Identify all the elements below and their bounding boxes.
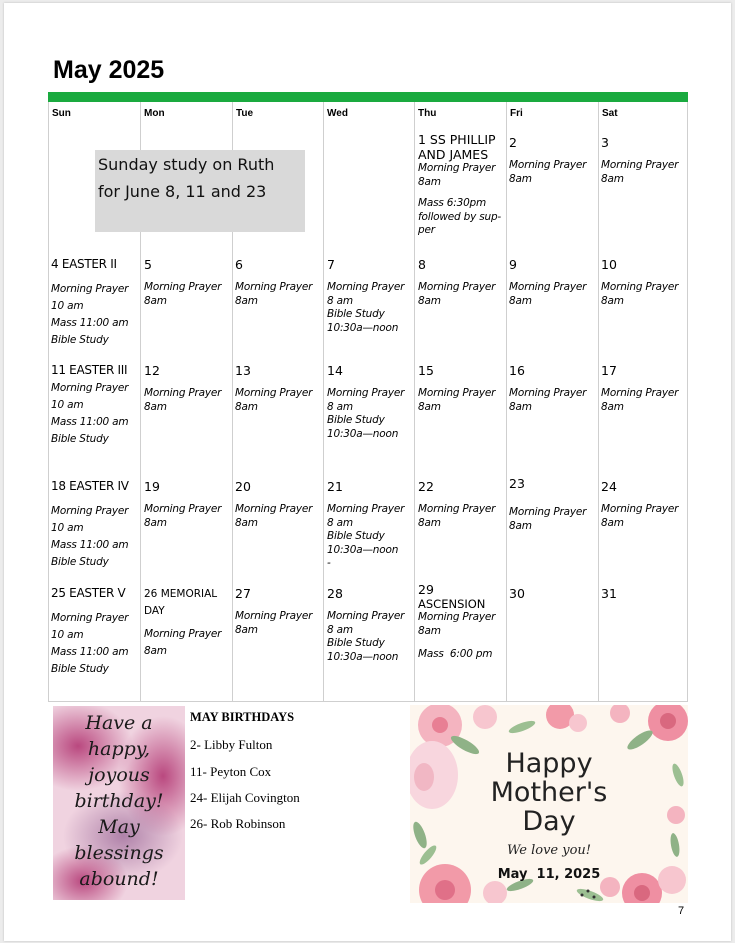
day-cell-3 (601, 135, 678, 186)
event-line: Bible Study (327, 308, 385, 320)
day-cell-24 (601, 479, 678, 530)
day-cell-10 (601, 257, 678, 308)
column-divider (598, 102, 599, 701)
event-line: Morning Prayer (51, 382, 129, 394)
day-number: 1 SS PHILLIP (418, 132, 496, 147)
birthday-card-image (53, 706, 185, 900)
event-line: Morning Prayer (327, 503, 405, 515)
heading-line: Happy (505, 748, 593, 779)
day-cell-9 (509, 257, 586, 308)
event-line: 10:30a—noon (327, 427, 399, 440)
event-line: Morning Prayer (235, 281, 313, 293)
event-line: 8am (601, 294, 624, 307)
day-number: 26 MEMORIAL (144, 588, 218, 600)
event-line: Bible Study (51, 556, 109, 568)
day-cell-15 (418, 363, 495, 414)
day-number: 9 (509, 257, 517, 272)
day-cell-6 (235, 257, 312, 308)
day-number: AND JAMES (418, 147, 489, 162)
event-line: followed by sup- (418, 210, 502, 223)
event-line: Morning Prayer (51, 505, 129, 517)
day-number: 15 (418, 363, 434, 378)
event-line: Morning Prayer (418, 162, 496, 174)
birthday-item: 26- Rob Robinson (190, 816, 286, 831)
day-number: 27 (235, 586, 251, 601)
mothers-day-heading (410, 749, 688, 836)
day-cell-31 (601, 586, 617, 601)
day-cell-28 (327, 586, 404, 664)
event-line: Morning Prayer (235, 503, 313, 515)
event-line: Morning Prayer (601, 503, 679, 515)
day-number: 2 (509, 135, 517, 150)
day-cell-8 (418, 257, 495, 308)
event-line: Bible Study (51, 433, 109, 445)
event-line: Morning Prayer (51, 283, 129, 295)
event-line: 10 am (51, 522, 84, 534)
day-cell-20 (235, 479, 312, 530)
event-line: Mass 11:00 am (51, 317, 129, 329)
event-line: 8am (509, 400, 532, 413)
event-line: Morning Prayer (418, 611, 496, 623)
event-line: 8am (418, 516, 441, 529)
day-cell-29 (418, 583, 495, 662)
mothers-day-card-image (410, 705, 688, 903)
day-number: 7 (327, 257, 335, 272)
event-line: Morning Prayer (509, 387, 587, 399)
event-line: 8am (235, 516, 258, 529)
event-line: Bible Study (51, 663, 109, 675)
day-cell-18 (51, 479, 129, 571)
day-cell-1 (418, 132, 501, 238)
day-number: 13 (235, 363, 251, 378)
column-divider (414, 102, 415, 701)
event-line: Morning Prayer (327, 281, 405, 293)
day-number: 29 (418, 582, 434, 597)
event-line: Morning Prayer (327, 387, 405, 399)
event-line: Morning Prayer (144, 387, 222, 399)
event-line: Morning Prayer (418, 503, 496, 515)
event-line: 8am (235, 400, 258, 413)
event-line: Morning Prayer (601, 159, 679, 171)
event-line: Morning Prayer (144, 628, 222, 640)
day-cell-27 (235, 586, 312, 637)
day-cell-13 (235, 363, 312, 414)
column-divider (323, 102, 324, 701)
event-line: Morning Prayer (235, 387, 313, 399)
note-line: Sunday study on Ruth (98, 155, 275, 174)
card-line: May (98, 816, 140, 838)
day-cell-25 (51, 586, 128, 678)
event-line: 8am (601, 400, 624, 413)
weekday-header-tue: Tue (236, 108, 254, 119)
birthday-item: 11- Peyton Cox (190, 764, 272, 779)
day-cell-17 (601, 363, 678, 414)
day-number: 23 (509, 476, 525, 491)
heading-line: Mother's (490, 777, 608, 808)
event-line: 10 am (51, 300, 84, 312)
day-number: ASCENSION (418, 597, 486, 611)
day-number: 28 (327, 586, 343, 601)
day-number: 4 EASTER II (51, 257, 117, 271)
event-line: 8am (509, 172, 532, 185)
day-number: 11 EASTER III (51, 363, 128, 377)
card-line: Have a (85, 712, 153, 734)
event-line: Bible Study (51, 334, 109, 346)
event-line: Bible Study (327, 530, 385, 542)
day-number: 25 EASTER V (51, 586, 126, 600)
event-line: 8 am (327, 623, 353, 636)
event-line: 8am (144, 645, 167, 657)
birthday-item: 2- Libby Fulton (190, 737, 273, 752)
event-line: 8 am (327, 294, 353, 307)
event-line: 8am (144, 516, 167, 529)
event-line: Morning Prayer (509, 159, 587, 171)
day-cell-26 (144, 586, 221, 660)
day-number: 6 (235, 257, 243, 272)
weekday-header-wed: Wed (327, 108, 348, 119)
event-line: 8am (144, 400, 167, 413)
event-line: 8am (418, 175, 441, 188)
event-line: Mass 6:00 pm (418, 648, 493, 660)
day-number: 19 (144, 479, 160, 494)
day-number: 24 (601, 479, 617, 494)
header-bar (48, 92, 688, 102)
day-number: 8 (418, 257, 426, 272)
event-line: 10:30a—noon (327, 321, 399, 334)
heading-line: Day (522, 806, 576, 837)
day-number: 20 (235, 479, 251, 494)
event-line: 8am (235, 294, 258, 307)
event-line: 8am (418, 400, 441, 413)
event-line: Morning Prayer (418, 281, 496, 293)
event-line: Mass 6:30pm (418, 197, 487, 209)
event-line: 8am (601, 516, 624, 529)
weekday-header-fri: Fri (510, 108, 523, 119)
day-number: 30 (509, 586, 525, 601)
event-line: 10 am (51, 629, 84, 641)
day-number: 3 (601, 135, 609, 150)
day-number: 17 (601, 363, 617, 378)
event-line: Mass 11:00 am (51, 646, 129, 658)
event-line: per (418, 224, 435, 236)
day-number: 18 EASTER IV (51, 479, 129, 493)
event-line: Morning Prayer (144, 503, 222, 515)
event-line: Bible Study (327, 637, 385, 649)
event-line: 10:30a—noon (327, 543, 399, 556)
day-number: 5 (144, 257, 152, 272)
event-line: 8am (418, 294, 441, 307)
day-cell-5 (144, 257, 221, 308)
page-title: May 2025 (53, 56, 165, 84)
card-line: joyous (88, 764, 150, 786)
event-line: 8am (509, 519, 532, 532)
column-divider (506, 102, 507, 701)
birthday-item: 24- Elijah Covington (190, 790, 300, 805)
day-cell-2 (509, 135, 586, 186)
event-line: 10:30a—noon (327, 650, 399, 663)
card-lettering (53, 710, 185, 892)
event-line: Morning Prayer (509, 506, 587, 518)
birthdays-heading: MAY BIRTHDAYS (190, 710, 295, 724)
event-line: Morning Prayer (144, 281, 222, 293)
event-line: 10 am (51, 399, 84, 411)
event-line: 8am (509, 294, 532, 307)
day-number: 21 (327, 479, 343, 494)
day-cell-19 (144, 479, 221, 530)
event-line: Morning Prayer (235, 610, 313, 622)
mothers-day-date: May 11, 2025 (497, 867, 601, 882)
day-cell-7 (327, 257, 404, 335)
day-cell-11 (51, 363, 128, 448)
day-number: DAY (144, 605, 165, 617)
event-line: 8am (418, 624, 441, 637)
card-line: happy, (87, 738, 151, 760)
weekday-header-mon: Mon (144, 108, 165, 119)
event-line: Mass 11:00 am (51, 416, 129, 428)
event-line: Morning Prayer (601, 387, 679, 399)
day-cell-22 (418, 479, 495, 530)
weekday-header-thu: Thu (418, 108, 437, 119)
event-line: 8am (235, 623, 258, 636)
event-line: - (327, 557, 331, 569)
day-cell-23 (509, 476, 586, 533)
day-number: 31 (601, 586, 617, 601)
day-number: 16 (509, 363, 525, 378)
day-cell-30 (509, 586, 525, 601)
note-line: for June 8, 11 and 23 (98, 182, 267, 201)
event-line: 8 am (327, 516, 353, 529)
card-line: blessings (74, 842, 164, 864)
event-line: Morning Prayer (509, 281, 587, 293)
card-line: abound! (79, 868, 159, 890)
event-line: Morning Prayer (327, 610, 405, 622)
event-line: 8am (144, 294, 167, 307)
event-line: Morning Prayer (601, 281, 679, 293)
event-line: Morning Prayer (51, 612, 129, 624)
day-number: 14 (327, 363, 343, 378)
event-line: Mass 11:00 am (51, 539, 129, 551)
day-number: 12 (144, 363, 160, 378)
day-cell-16 (509, 363, 586, 414)
study-note (95, 150, 305, 232)
day-cell-4 (51, 257, 128, 349)
day-cell-14 (327, 363, 404, 441)
day-cell-21 (327, 479, 404, 571)
day-number: 10 (601, 257, 617, 272)
event-line: 8 am (327, 400, 353, 413)
event-line: 8am (601, 172, 624, 185)
mothers-day-subtitle: We love you! (506, 843, 592, 858)
day-cell-12 (144, 363, 221, 414)
card-line: birthday! (74, 790, 164, 812)
weekday-header-sun: Sun (52, 108, 71, 119)
weekday-header-sat: Sat (602, 108, 618, 119)
event-line: Bible Study (327, 414, 385, 426)
day-number: 22 (418, 479, 434, 494)
page-number: 7 (678, 905, 685, 917)
event-line: Morning Prayer (418, 387, 496, 399)
